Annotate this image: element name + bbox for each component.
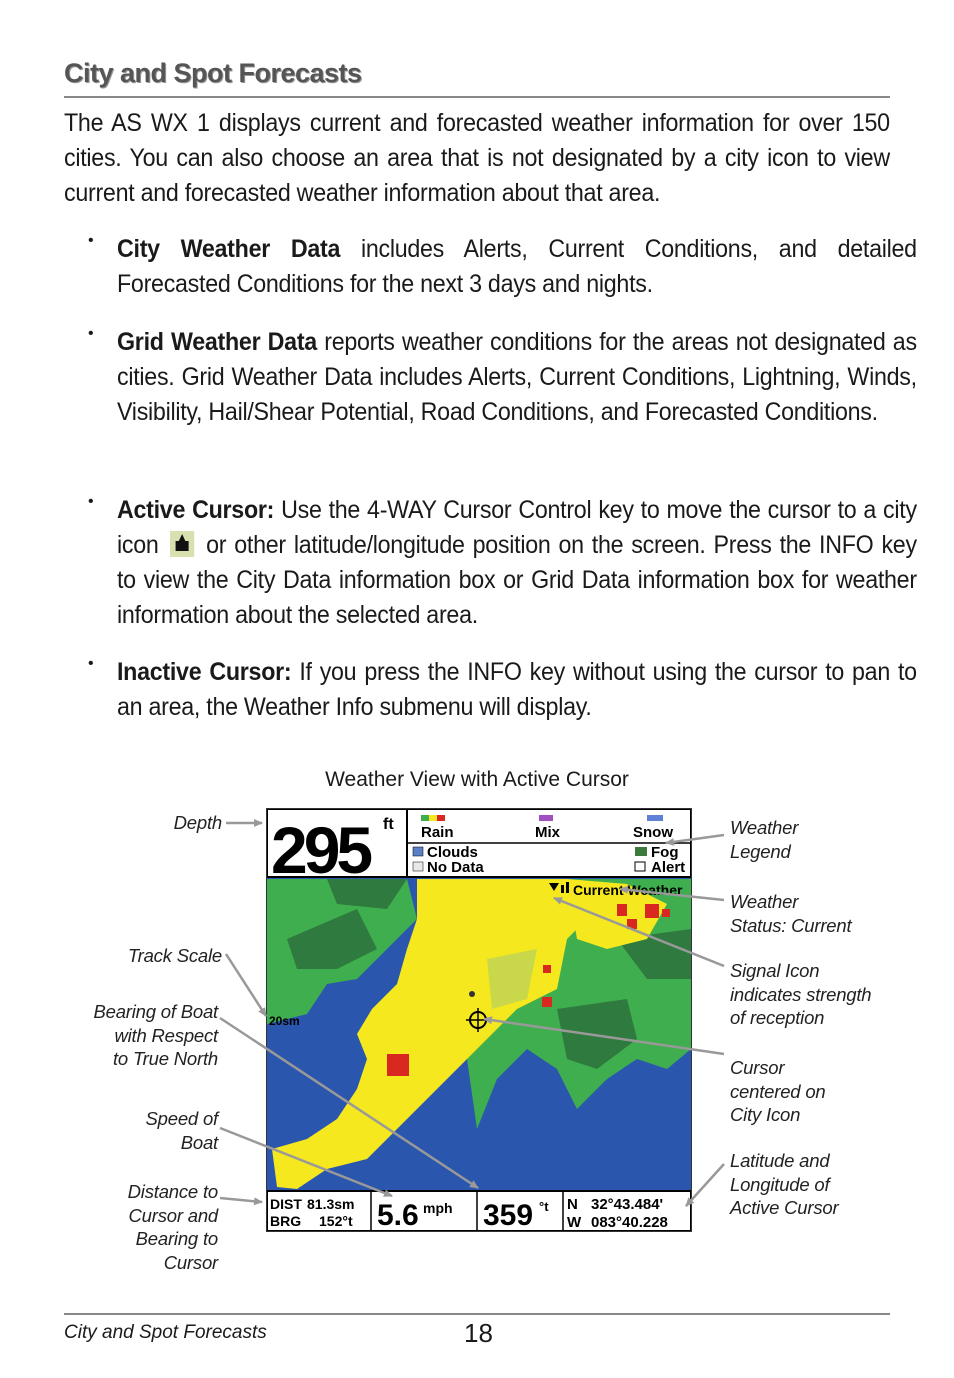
- legend-rain: Rain: [421, 824, 454, 841]
- weather-screen: [266, 808, 692, 1232]
- callout-speed: Speed of Boat: [145, 1108, 218, 1153]
- fog-swatch: [635, 847, 647, 856]
- callout-track-scale: Track Scale: [127, 945, 222, 966]
- bullet-text: If you press the INFO key without using the cursor to pan to an area, the Weather Info submenu will display.: [117, 658, 917, 721]
- brg-label: BRG: [270, 1213, 302, 1229]
- callout-latlon: Latitude and Longitude of Active Cursor: [730, 1150, 839, 1218]
- leader-track-scale: [226, 954, 266, 1016]
- bullet-term: City Weather Data: [117, 235, 341, 263]
- clouds-swatch: [413, 847, 423, 856]
- depth-unit: ft: [383, 816, 394, 833]
- legend-mix: Mix: [535, 824, 561, 841]
- bullet-text: or other latitude/longitude position on the screen. Press the INFO key to view the City Data information box or Grid Data information box for weather information about the selected area.: [117, 531, 917, 629]
- bullet-dot: •: [88, 232, 94, 249]
- brg-value: 152°t: [319, 1213, 353, 1229]
- track-scale: 20sm: [269, 1014, 300, 1028]
- speed-unit: mph: [423, 1200, 453, 1216]
- status-text: Current Weather: [573, 882, 683, 898]
- page-title: City and Spot Forecasts: [64, 58, 362, 88]
- weather-map: [267, 809, 691, 1231]
- lon-value: 083°40.228: [591, 1214, 668, 1231]
- snow-swatch: [647, 815, 663, 821]
- callout-depth: Depth: [173, 812, 222, 833]
- legend-snow: Snow: [633, 824, 673, 841]
- legend-fog: Fog: [651, 844, 679, 861]
- callout-weather-legend: Weather Legend: [730, 817, 799, 862]
- callout-bearing: Bearing of Boat with Respect to True North: [93, 1001, 218, 1069]
- callout-weather-status: Weather Status: Current: [730, 891, 852, 936]
- bullet-text: reports weather conditions for the areas not designated as cities. Grid Weather Data includes Alerts, Current Conditions, Lightning, Winds, Visibility, Hail/Shear Potential, Road Conditions, and Forecasted Conditions.: [117, 328, 917, 426]
- city-dot: [469, 991, 475, 997]
- bullet-term: Grid Weather Data: [117, 328, 317, 356]
- bullet-dot: •: [88, 655, 94, 672]
- legend-no-data: No Data: [427, 859, 484, 876]
- bullet-dot: •: [88, 493, 94, 510]
- footer-divider: [64, 1313, 890, 1315]
- mix-swatch: [539, 815, 553, 821]
- city-icon: [170, 531, 194, 557]
- bullet-text: includes Alerts, Current Conditions, and detailed Forecasted Conditions for the next 3 days and nights.: [117, 235, 917, 298]
- figure-caption: Weather View with Active Cursor: [325, 768, 629, 791]
- page-number: 18: [464, 1318, 493, 1348]
- no-data-swatch: [413, 862, 423, 871]
- intro-paragraph: The AS WX 1 displays current and forecasted weather information for over 150 cities. You can also choose an area that is not designated by a city icon to view current and forecasted weather information about that area.: [64, 109, 890, 207]
- callout-cursor: Cursor centered on City Icon: [730, 1057, 826, 1125]
- heading-readout: 359: [483, 1199, 534, 1231]
- rain-swatch: [421, 815, 429, 821]
- callout-distance: Distance to Cursor and Bearing to Cursor: [127, 1181, 218, 1273]
- depth-readout: 295: [271, 813, 370, 887]
- title-divider: [64, 96, 890, 98]
- rain-swatch-3: [437, 815, 445, 821]
- heading-unit: °t: [539, 1199, 549, 1214]
- footer-title: City and Spot Forecasts: [64, 1322, 267, 1343]
- bullet-term: Active Cursor:: [117, 496, 275, 524]
- lat-value: 32°43.484': [591, 1196, 664, 1213]
- alert-swatch: [635, 862, 645, 871]
- bullet-dot: •: [88, 325, 94, 342]
- rain-swatch-2: [429, 815, 437, 821]
- speed-readout: 5.6: [377, 1199, 419, 1231]
- bullet-term: Inactive Cursor:: [117, 658, 292, 686]
- lat-label: N: [567, 1196, 578, 1213]
- callout-signal-icon: Signal Icon indicates strength of reception: [730, 960, 872, 1028]
- lon-label: W: [567, 1214, 582, 1231]
- dist-label: DIST: [270, 1196, 302, 1212]
- bullet-text: Use the 4-WAY Cursor Control key to move the cursor to a city icon: [117, 496, 917, 559]
- legend-alert: Alert: [651, 859, 686, 876]
- dist-value: 81.3sm: [307, 1196, 355, 1212]
- leader-distance: [220, 1198, 262, 1202]
- legend-clouds: Clouds: [427, 844, 478, 861]
